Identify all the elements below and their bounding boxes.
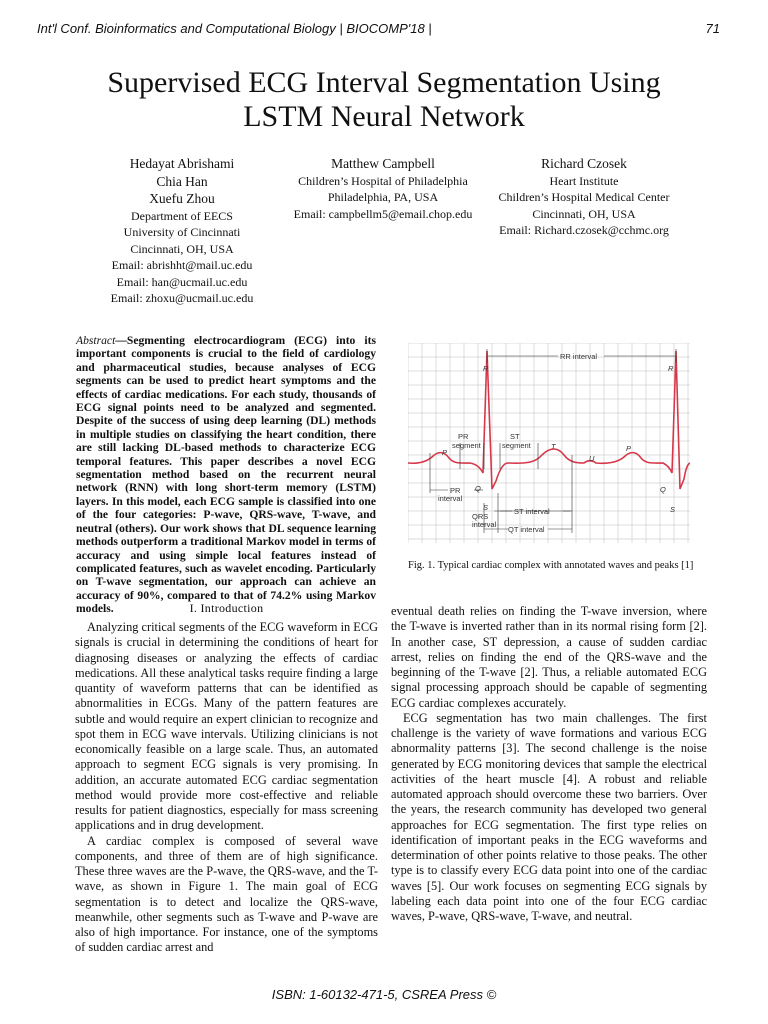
label-pr-interval: PR [450, 486, 461, 495]
running-header-venue: Int'l Conf. Bioinformatics and Computational Biology | BIOCOMP'18 | [37, 21, 432, 36]
author-affiliation: Philadelphia, PA, USA [327, 190, 439, 205]
paper-title-line: Supervised ECG Interval Segmentation Using [107, 66, 661, 99]
author-affiliation: Cincinnati, OH, USA [130, 241, 234, 256]
author-affiliation: Children’s Hospital of Philadelphia [298, 173, 468, 188]
paper-title-line: LSTM Neural Network [243, 100, 525, 133]
abstract-label: Abstract [76, 334, 116, 347]
label-pr-segment: PR [458, 432, 469, 441]
label-q-wave: Q [475, 484, 481, 493]
label-p-wave: P [442, 448, 448, 457]
label-qt-interval: QT interval [508, 525, 545, 534]
label-r-peak: R [483, 364, 489, 373]
body-column-left [75, 620, 378, 956]
author-affiliation: Cincinnati, OH, USA [532, 206, 636, 221]
label-pr-interval: interval [438, 494, 463, 503]
author-email: Email: han@ucmail.uc.edu [116, 274, 248, 289]
author-email: Email: zhoxu@ucmail.uc.edu [110, 291, 254, 306]
ecg-figure [408, 343, 690, 543]
author-affiliation: Children’s Hospital Medical Center [498, 190, 670, 205]
label-st-interval: ST interval [514, 507, 550, 516]
author-email: Email: Richard.czosek@cchmc.org [499, 223, 669, 238]
author-name: Xuefu Zhou [149, 191, 215, 206]
body-paragraph: eventual death relies on finding the T-wave inversion, where the T-wave is inverted rather than in its normal rising form [2]. In another case, ST depression, a cause of sudden cardiac arrest, relies on finding the end of the QRS-wave and the beginning of the T-wave [2]. Thus, a reliable automated ECG signal processing approach should be capable of segmenting ECG cardiac complexes accurately. [391, 604, 707, 710]
page-number: 71 [705, 21, 720, 36]
body-paragraph: ECG segmentation has two main challenges. The first challenge is the variety of wave formations and various ECG abnormality patterns [3]. The second challenge is the noise generated by ECG monitoring devices that sample the electrical activities of the heart muscle [4]. A robust and reliable automated approach should overcome these two barriers. Over the years, the research community has developed two general approaches for ECG segmentation. The first type relies on identification of important peaks in the ECG waveforms and determination of other points relative to those peaks. The other type is to classify every ECG data point into one of the cardiac waves [5]. Our work focuses on segmenting ECG signals by labeling each data point into one of the four ECG cardiac waves, P-wave, QRS-wave, T-wave, and neutral. [391, 710, 707, 923]
label-st-segment: ST [510, 432, 520, 441]
label-rr-interval: RR interval [560, 352, 598, 361]
author-block [84, 155, 280, 307]
label-t-wave: T [551, 442, 556, 451]
body-column-right [391, 604, 707, 924]
body-paragraph: A cardiac complex is composed of several wave components, and three of them are of high significance. These three waves are the P-wave, the QRS-wave, and the T-wave, as shown in Figure 1. The main goal of ECG segmentation is to detect and localize the QRS-wave, meanwhile, other segments such as T-wave and P-wave are also of high importance. For instance, one of the symptoms of sudden cardiac arrest and [75, 833, 378, 955]
author-name: Richard Czosek [541, 156, 627, 171]
author-email: Email: campbellm5@email.chop.edu [293, 206, 473, 221]
label-r-peak: R [668, 364, 674, 373]
body-paragraph: Analyzing critical segments of the ECG waveform in ECG signals is crucial in determining the conditions of heart for diagnosing diseases or analyzing the effects of cardiac medications. All these analytical tasks require finding a large quantity of waveform patterns that can be identified as abnormalities in ECGs. Many of the pattern features are subtle and would require an expert clinician to recognize and spot them in ECG wave intervals. Utilizing clinicians is not economically feasible on a large scale. Thus, an automated approach to segment ECG signals is very promising. In addition, an accurate automated ECG cardiac segmentation method would provide more cost-effective and reliable results for patient diagnostics, especially for mass screening applications and in drug development. [75, 620, 378, 833]
label-p-wave: P [626, 444, 632, 453]
label-qrs-interval: QRS [472, 512, 489, 521]
abstract-text: —Segmenting electrocardiogram (ECG) into its important components is crucial to the field of cardiology and pharmaceutical studies, because analyses of ECG segments can be used to predict heart symptoms and the effects of cardiac medications. For each study, thousands of ECG signal points need to be analyzed and segmented. Despite of the success of using deep learning (DL) methods in multiple studies on classifying the heart condition, there are still lacking DL-based methods to characterize ECG temporal features. This paper describes a novel ECG segmentation method based on the recurrent neural network (RNN) with long short-term memory (LSTM) layers. In this model, each ECG sample is classified into one of the four categories: P-wave, QRS-wave, T-wave, and neutral (others). Our work shows that DL sequence learning methods outperform a traditional Markov model in terms of accuracy and using simple local features instead of complicated features, such as wavelet encoding. Particularly on T-wave segmentation, our approach can achieve an accuracy of 90%, compared to that of 74.2% using Markov models. [76, 334, 376, 616]
section-heading: I. Introduction [189, 601, 264, 615]
author-block [486, 155, 682, 239]
author-affiliation: Heart Institute [549, 173, 619, 188]
label-pr-segment: segment [452, 441, 481, 450]
figure-caption: Fig. 1. Typical cardiac complex with annotated waves and peaks [1] [408, 560, 694, 571]
label-u-wave: U [589, 454, 595, 463]
author-block [268, 155, 498, 222]
abstract [76, 334, 376, 616]
label-st-segment: segment [502, 441, 531, 450]
author-email: Email: abrishht@mail.uc.edu [111, 258, 253, 273]
label-qrs-interval: interval [472, 520, 497, 529]
label-s-wave: S [670, 505, 676, 514]
paper-title [0, 66, 768, 134]
author-name: Hedayat Abrishami [129, 156, 235, 171]
author-name: Chia Han [156, 173, 208, 189]
label-s-wave: S [483, 503, 489, 512]
author-affiliation: Department of EECS [131, 208, 233, 223]
author-name: Matthew Campbell [331, 156, 435, 171]
label-q-wave: Q [660, 485, 666, 494]
figure-labels [438, 352, 675, 534]
page-footer: ISBN: 1-60132-471-5, CSREA Press © [271, 987, 497, 1002]
ecg-trace [408, 351, 690, 489]
author-affiliation: University of Cincinnati [123, 225, 241, 240]
